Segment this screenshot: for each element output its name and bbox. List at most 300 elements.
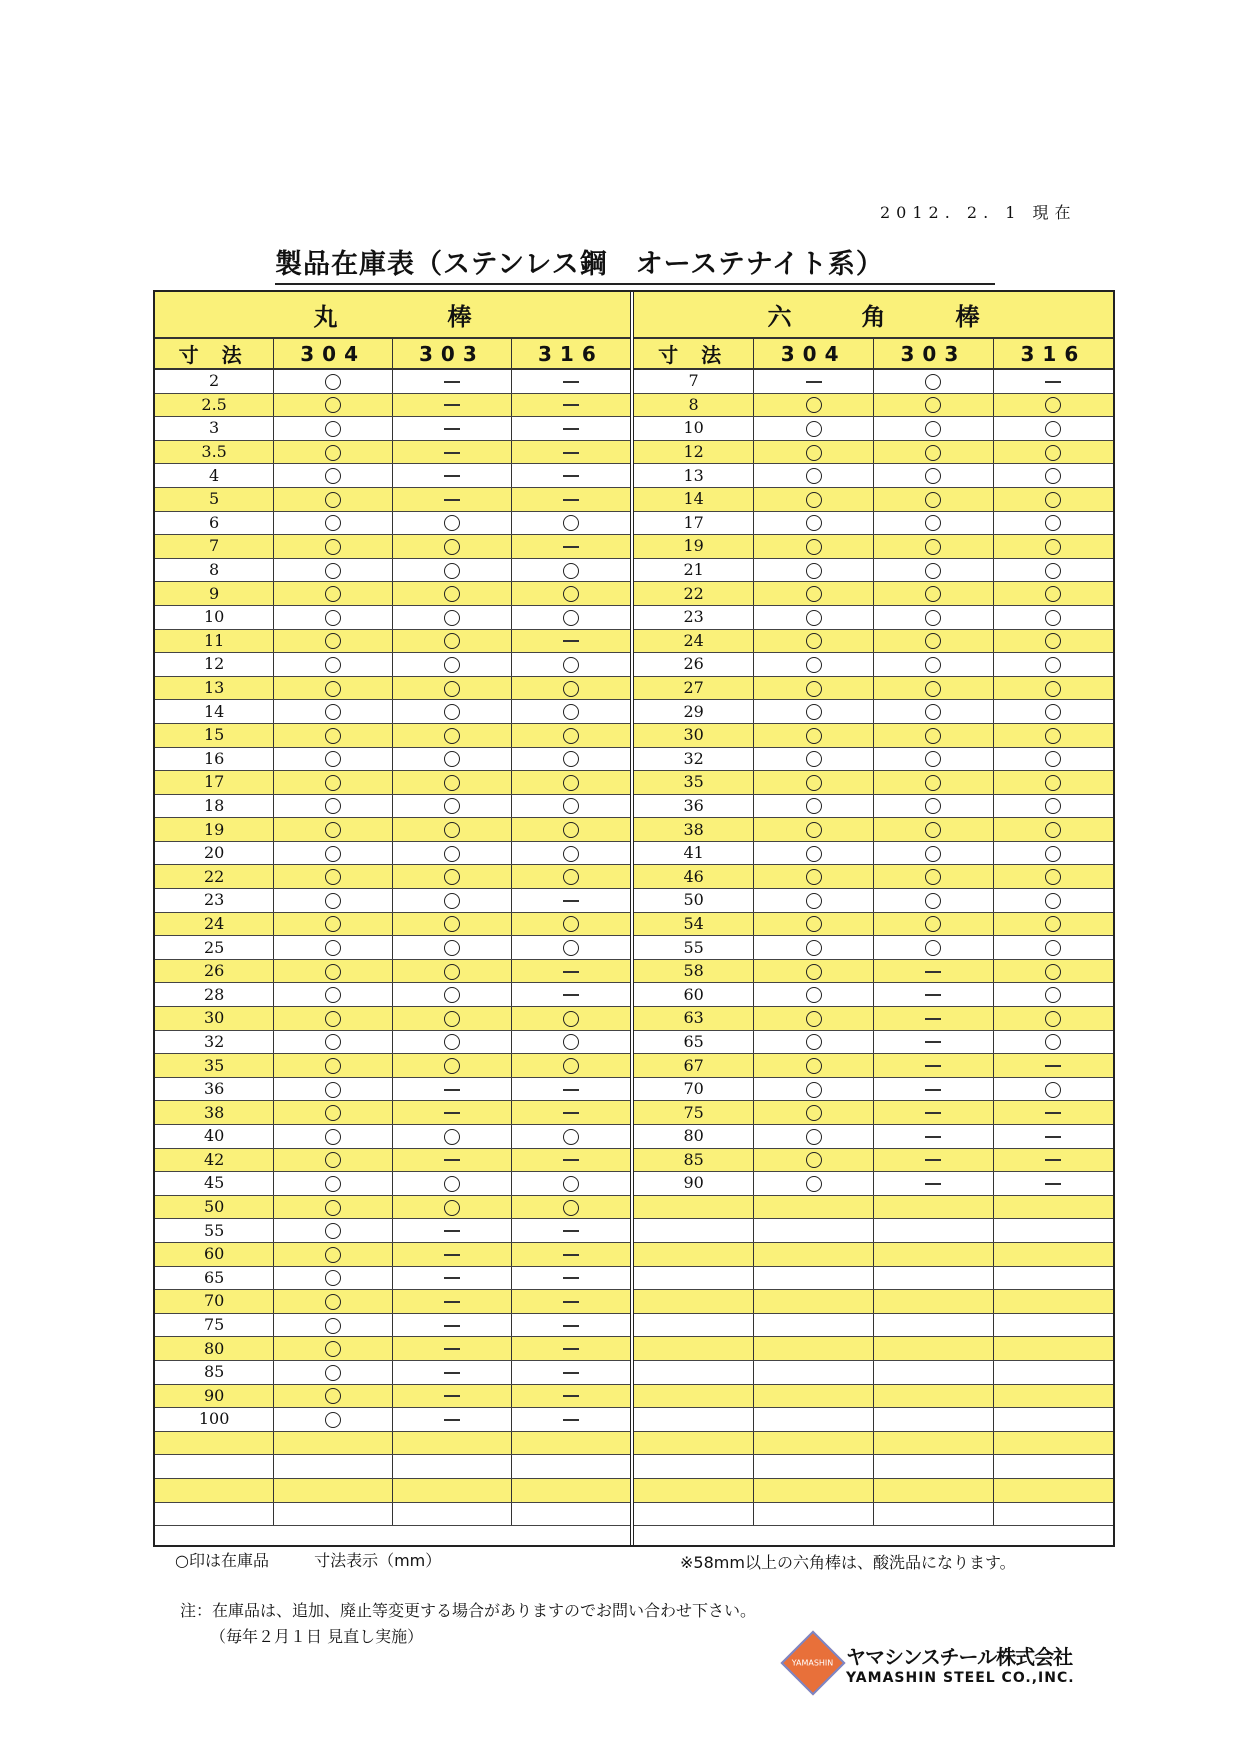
stock-cell [393, 889, 512, 913]
stock-cell [874, 1266, 994, 1290]
stock-cell [754, 535, 874, 559]
size-cell [634, 1384, 754, 1408]
size-cell: 3 [155, 417, 274, 441]
in-stock-circle-icon [325, 704, 341, 720]
in-stock-circle-icon [925, 704, 941, 720]
table-row [634, 936, 1113, 960]
stock-cell [511, 983, 630, 1007]
table-row [634, 841, 1113, 865]
stock-cell [993, 1030, 1113, 1054]
stock-cell [993, 747, 1113, 771]
stock-cell [754, 794, 874, 818]
size-cell: 54 [634, 912, 754, 936]
not-stocked-dash-icon [563, 1348, 579, 1350]
table-row [634, 959, 1113, 983]
not-stocked-dash-icon [563, 1254, 579, 1256]
in-stock-circle-icon [325, 1200, 341, 1216]
stock-cell [511, 440, 630, 464]
stock-cell [274, 1502, 393, 1526]
in-stock-circle-icon [325, 633, 341, 649]
stock-cell [274, 723, 393, 747]
in-stock-circle-icon [325, 987, 341, 1003]
stock-cell [511, 1290, 630, 1314]
size-cell: 29 [634, 700, 754, 724]
in-stock-circle-icon [444, 751, 460, 767]
stock-cell [993, 912, 1113, 936]
stock-cell [874, 1478, 994, 1502]
stock-cell [874, 605, 994, 629]
in-stock-circle-icon [925, 468, 941, 484]
hex-bar-section [634, 292, 1113, 1545]
in-stock-circle-icon [325, 681, 341, 697]
size-cell: 55 [155, 1219, 274, 1243]
stock-cell [874, 1242, 994, 1266]
stock-cell [511, 605, 630, 629]
in-stock-circle-icon [1045, 492, 1061, 508]
stock-cell [274, 818, 393, 842]
size-cell: 9 [155, 582, 274, 606]
table-row [155, 487, 630, 511]
stock-cell [511, 1077, 630, 1101]
stock-cell [511, 629, 630, 653]
stock-cell [754, 558, 874, 582]
stock-cell [993, 1478, 1113, 1502]
in-stock-circle-icon [1045, 397, 1061, 413]
size-cell: 42 [155, 1148, 274, 1172]
stock-cell [754, 1478, 874, 1502]
size-cell: 80 [634, 1125, 754, 1149]
in-stock-circle-icon [563, 1129, 579, 1145]
table-row [155, 1054, 630, 1078]
in-stock-circle-icon [444, 1129, 460, 1145]
stock-cell [754, 1384, 874, 1408]
stock-cell [874, 1195, 994, 1219]
stock-cell [511, 1502, 630, 1526]
size-cell: 67 [634, 1054, 754, 1078]
size-cell: 17 [155, 771, 274, 795]
table-row [155, 1101, 630, 1125]
not-stocked-dash-icon [925, 1112, 941, 1114]
in-stock-circle-icon [1045, 563, 1061, 579]
size-cell: 50 [634, 889, 754, 913]
stock-cell [274, 1384, 393, 1408]
in-stock-circle-icon [325, 1270, 341, 1286]
stock-cell [393, 1502, 512, 1526]
in-stock-circle-icon [444, 869, 460, 885]
diamond-logo-icon [780, 1630, 845, 1695]
in-stock-circle-icon [925, 681, 941, 697]
in-stock-circle-icon [1045, 798, 1061, 814]
stock-cell [874, 747, 994, 771]
in-stock-circle-icon [1045, 445, 1061, 461]
col-303: 303 [393, 339, 512, 369]
in-stock-circle-icon [563, 728, 579, 744]
in-stock-circle-icon [806, 964, 822, 980]
table-row [634, 582, 1113, 606]
in-stock-circle-icon [563, 563, 579, 579]
in-stock-circle-icon [925, 775, 941, 791]
in-stock-circle-icon [925, 539, 941, 555]
hex-pickled-note: ※58mm以上の六角棒は、酸洗品になります。 [680, 1553, 1016, 1572]
in-stock-circle-icon [563, 822, 579, 838]
table-row [155, 1337, 630, 1361]
not-stocked-dash-icon [563, 1112, 579, 1114]
stock-cell [754, 1242, 874, 1266]
table-row [155, 818, 630, 842]
in-stock-circle-icon [806, 633, 822, 649]
in-stock-circle-icon [1045, 421, 1061, 437]
table-row [634, 1455, 1113, 1479]
stock-cell [274, 1337, 393, 1361]
stock-cell [874, 535, 994, 559]
stock-cell [511, 1455, 630, 1479]
size-cell: 70 [155, 1290, 274, 1314]
not-stocked-dash-icon [444, 404, 460, 406]
stock-cell [993, 1172, 1113, 1196]
size-cell: 24 [634, 629, 754, 653]
in-stock-circle-icon [325, 1318, 341, 1334]
stock-cell [754, 393, 874, 417]
table-row [155, 865, 630, 889]
size-cell: 35 [634, 771, 754, 795]
not-stocked-dash-icon [563, 1419, 579, 1421]
not-stocked-dash-icon [1045, 1159, 1061, 1161]
in-stock-circle-icon [806, 515, 822, 531]
size-cell: 32 [634, 747, 754, 771]
stock-cell [393, 818, 512, 842]
stock-cell [393, 1431, 512, 1455]
stock-cell [511, 936, 630, 960]
size-cell [634, 1455, 754, 1479]
size-cell: 30 [155, 1007, 274, 1031]
not-stocked-dash-icon [925, 1183, 941, 1185]
in-stock-circle-icon [1045, 1011, 1061, 1027]
not-stocked-dash-icon [444, 428, 460, 430]
stock-cell [754, 1219, 874, 1243]
table-row [634, 417, 1113, 441]
in-stock-circle-icon [563, 1034, 579, 1050]
stock-cell [274, 511, 393, 535]
stock-cell [993, 1313, 1113, 1337]
stock-cell [393, 1478, 512, 1502]
unit-note: 寸法表示（mm） [314, 1551, 442, 1570]
stock-cell [993, 676, 1113, 700]
size-cell [634, 1431, 754, 1455]
stock-cell [874, 417, 994, 441]
stock-cell [393, 747, 512, 771]
stock-cell [993, 558, 1113, 582]
table-row [155, 912, 630, 936]
table-row [155, 841, 630, 865]
stock-cell [393, 653, 512, 677]
stock-cell [754, 417, 874, 441]
size-cell: 3.5 [155, 440, 274, 464]
not-stocked-dash-icon [563, 404, 579, 406]
stock-cell [274, 558, 393, 582]
stock-cell [754, 1337, 874, 1361]
stock-cell [993, 1054, 1113, 1078]
stock-cell [754, 582, 874, 606]
stock-cell [511, 653, 630, 677]
in-stock-circle-icon [563, 751, 579, 767]
stock-cell [874, 1360, 994, 1384]
in-stock-circle-icon [325, 1034, 341, 1050]
table-row [155, 1007, 630, 1031]
stock-cell [754, 464, 874, 488]
stock-cell [393, 417, 512, 441]
in-stock-circle-icon [325, 1412, 341, 1428]
stock-cell [511, 841, 630, 865]
size-cell: 90 [634, 1172, 754, 1196]
round-bar-heading [155, 292, 630, 339]
table-row [155, 1125, 630, 1149]
table-row [634, 700, 1113, 724]
stock-cell [993, 653, 1113, 677]
stock-cell [754, 1101, 874, 1125]
in-stock-circle-icon [806, 539, 822, 555]
in-stock-circle-icon [563, 610, 579, 626]
company-name-en: YAMASHIN STEEL CO.,INC. [846, 1669, 1075, 1686]
in-stock-circle-icon [925, 893, 941, 909]
table-row [634, 794, 1113, 818]
stock-cell [274, 771, 393, 795]
in-stock-circle-icon [325, 515, 341, 531]
size-cell: 13 [155, 676, 274, 700]
stock-cell [393, 1195, 512, 1219]
in-stock-circle-icon [563, 1011, 579, 1027]
stock-cell [874, 1408, 994, 1432]
in-stock-circle-icon [1045, 987, 1061, 1003]
in-stock-circle-icon [925, 397, 941, 413]
table-row [634, 1266, 1113, 1290]
in-stock-circle-icon [925, 515, 941, 531]
stock-cell [874, 582, 994, 606]
size-cell: 30 [634, 723, 754, 747]
col-size: 寸 法 [155, 339, 274, 369]
in-stock-circle-icon [444, 775, 460, 791]
stock-cell [993, 1290, 1113, 1314]
size-cell: 15 [155, 723, 274, 747]
stock-cell [874, 1219, 994, 1243]
stock-cell [511, 1148, 630, 1172]
stock-cell [511, 889, 630, 913]
in-stock-circle-icon [563, 1176, 579, 1192]
in-stock-circle-icon [325, 1223, 341, 1239]
in-stock-circle-icon [325, 751, 341, 767]
stock-cell [393, 1007, 512, 1031]
stock-cell [393, 1384, 512, 1408]
stock-cell [393, 1360, 512, 1384]
not-stocked-dash-icon [563, 900, 579, 902]
not-stocked-dash-icon [925, 1018, 941, 1020]
in-stock-circle-icon [325, 468, 341, 484]
stock-cell [511, 1431, 630, 1455]
in-stock-circle-icon [1045, 704, 1061, 720]
not-stocked-dash-icon [925, 994, 941, 996]
in-stock-circle-icon [806, 1034, 822, 1050]
stock-cell [274, 1266, 393, 1290]
in-stock-circle-icon [563, 1058, 579, 1074]
in-stock-circle-icon [325, 374, 341, 390]
not-stocked-dash-icon [563, 1230, 579, 1232]
logo-mark-text: YAMASHIN [792, 1658, 834, 1668]
size-cell: 40 [155, 1125, 274, 1149]
stock-cell [274, 605, 393, 629]
stock-cell [874, 1007, 994, 1031]
table-row [634, 1172, 1113, 1196]
size-cell [155, 1431, 274, 1455]
stock-cell [274, 464, 393, 488]
size-cell: 4 [155, 464, 274, 488]
in-stock-circle-icon [325, 1247, 341, 1263]
in-stock-circle-icon [925, 940, 941, 956]
stock-cell [274, 1125, 393, 1149]
table-row [634, 983, 1113, 1007]
table-row [634, 1077, 1113, 1101]
in-stock-circle-icon [444, 798, 460, 814]
stock-cell [874, 1502, 994, 1526]
in-stock-circle-icon [925, 751, 941, 767]
stock-cell [274, 912, 393, 936]
in-stock-circle-icon [806, 421, 822, 437]
col-316: 316 [511, 339, 630, 369]
size-cell [634, 1502, 754, 1526]
not-stocked-dash-icon [563, 475, 579, 477]
not-stocked-dash-icon [563, 381, 579, 383]
in-stock-circle-icon [806, 869, 822, 885]
stock-legend: ○印は在庫品 [175, 1551, 269, 1570]
stock-cell [511, 1313, 630, 1337]
in-stock-circle-icon [563, 515, 579, 531]
stock-cell [874, 369, 994, 393]
stock-cell [874, 1030, 994, 1054]
stock-cell [274, 369, 393, 393]
stock-cell [393, 959, 512, 983]
not-stocked-dash-icon [444, 1301, 460, 1303]
not-stocked-dash-icon [563, 1159, 579, 1161]
stock-cell [393, 1337, 512, 1361]
stock-cell [993, 1360, 1113, 1384]
stock-cell [754, 1313, 874, 1337]
stock-cell [993, 1431, 1113, 1455]
in-stock-circle-icon [806, 1058, 822, 1074]
stock-cell [874, 865, 994, 889]
stock-cell [993, 1242, 1113, 1266]
col-304: 304 [274, 339, 393, 369]
stock-cell [393, 1030, 512, 1054]
table-row [634, 653, 1113, 677]
size-cell [634, 1242, 754, 1266]
stock-cell [393, 369, 512, 393]
not-stocked-dash-icon [444, 475, 460, 477]
in-stock-circle-icon [325, 492, 341, 508]
stock-cell [393, 464, 512, 488]
size-cell: 85 [634, 1148, 754, 1172]
table-row [155, 653, 630, 677]
in-stock-circle-icon [1045, 846, 1061, 862]
table-row [155, 1077, 630, 1101]
table-row [155, 723, 630, 747]
size-cell: 58 [634, 959, 754, 983]
in-stock-circle-icon [925, 445, 941, 461]
table-row [634, 1101, 1113, 1125]
not-stocked-dash-icon [563, 1325, 579, 1327]
stock-cell [874, 511, 994, 535]
table-row [155, 558, 630, 582]
stock-cell [754, 1172, 874, 1196]
stock-cell [393, 1313, 512, 1337]
not-stocked-dash-icon [563, 1372, 579, 1374]
in-stock-circle-icon [444, 633, 460, 649]
not-stocked-dash-icon [563, 1277, 579, 1279]
size-cell: 11 [155, 629, 274, 653]
stock-cell [511, 1030, 630, 1054]
stock-cell [511, 1195, 630, 1219]
stock-cell [511, 487, 630, 511]
stock-cell [874, 440, 994, 464]
not-stocked-dash-icon [444, 1230, 460, 1232]
in-stock-circle-icon [925, 633, 941, 649]
in-stock-circle-icon [563, 681, 579, 697]
size-cell [634, 1360, 754, 1384]
stock-cell [874, 393, 994, 417]
stock-cell [393, 794, 512, 818]
table-row [634, 440, 1113, 464]
table-row [155, 983, 630, 1007]
stock-cell [754, 629, 874, 653]
in-stock-circle-icon [444, 1011, 460, 1027]
table-row [634, 1408, 1113, 1432]
size-cell: 75 [634, 1101, 754, 1125]
table-row [634, 1478, 1113, 1502]
stock-cell [993, 1125, 1113, 1149]
not-stocked-dash-icon [444, 1254, 460, 1256]
in-stock-circle-icon [1045, 633, 1061, 649]
in-stock-circle-icon [1045, 1034, 1061, 1050]
stock-cell [993, 700, 1113, 724]
in-stock-circle-icon [325, 1082, 341, 1098]
stock-cell [993, 629, 1113, 653]
stock-cell [874, 558, 994, 582]
in-stock-circle-icon [444, 563, 460, 579]
stock-cell [511, 676, 630, 700]
table-row [155, 1408, 630, 1432]
not-stocked-dash-icon [1045, 381, 1061, 383]
size-cell: 16 [155, 747, 274, 771]
stock-cell [511, 1007, 630, 1031]
size-cell: 19 [155, 818, 274, 842]
stock-cell [754, 605, 874, 629]
stock-cell [874, 1054, 994, 1078]
size-cell: 55 [634, 936, 754, 960]
table-row [634, 629, 1113, 653]
stock-cell [754, 889, 874, 913]
stock-cell [274, 1054, 393, 1078]
in-stock-circle-icon [806, 728, 822, 744]
not-stocked-dash-icon [563, 452, 579, 454]
in-stock-circle-icon [1045, 657, 1061, 673]
in-stock-circle-icon [806, 846, 822, 862]
stock-cell [874, 1077, 994, 1101]
size-cell: 28 [155, 983, 274, 1007]
in-stock-circle-icon [1045, 728, 1061, 744]
stock-cell [274, 1360, 393, 1384]
in-stock-circle-icon [806, 1129, 822, 1145]
size-cell: 46 [634, 865, 754, 889]
stock-cell [274, 865, 393, 889]
page-title: 製品在庫表（ステンレス鋼 オーステナイト系） [275, 242, 995, 285]
stock-cell [874, 1172, 994, 1196]
